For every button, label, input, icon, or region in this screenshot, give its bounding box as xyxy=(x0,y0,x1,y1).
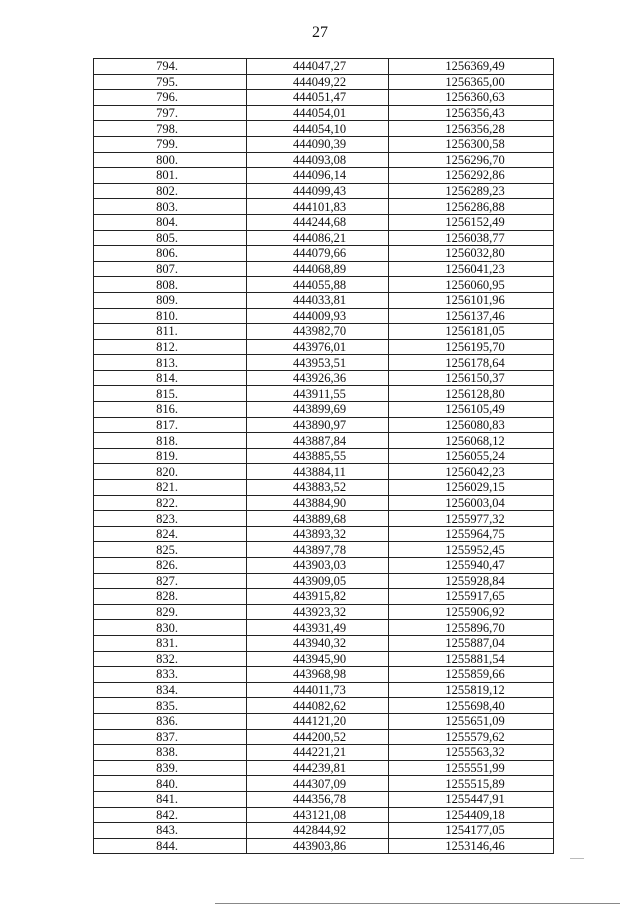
point-number-cell: 844. xyxy=(94,838,247,854)
y-coordinate-cell: 1256356,28 xyxy=(389,121,554,137)
table-row xyxy=(94,511,554,527)
y-coordinate-cell: 1256296,70 xyxy=(389,152,554,168)
y-coordinate-cell: 1255952,45 xyxy=(389,542,554,558)
point-number-cell: 838. xyxy=(94,745,247,761)
x-coordinate-cell: 443889,68 xyxy=(247,511,389,527)
point-number-cell: 843. xyxy=(94,823,247,839)
x-coordinate-cell: 444307,09 xyxy=(247,776,389,792)
table-row xyxy=(94,152,554,168)
x-coordinate-cell: 443903,86 xyxy=(247,838,389,854)
y-coordinate-cell: 1255881,54 xyxy=(389,651,554,667)
table-row xyxy=(94,136,554,152)
table-row xyxy=(94,698,554,714)
x-coordinate-cell: 443968,98 xyxy=(247,667,389,683)
y-coordinate-cell: 1256042,23 xyxy=(389,464,554,480)
x-coordinate-cell: 444121,20 xyxy=(247,713,389,729)
table-row xyxy=(94,729,554,745)
table-row xyxy=(94,199,554,215)
y-coordinate-cell: 1255651,09 xyxy=(389,713,554,729)
point-number-cell: 828. xyxy=(94,589,247,605)
point-number-cell: 802. xyxy=(94,183,247,199)
x-coordinate-cell: 444099,43 xyxy=(247,183,389,199)
y-coordinate-cell: 1256101,96 xyxy=(389,292,554,308)
x-coordinate-cell: 444082,62 xyxy=(247,698,389,714)
table-row xyxy=(94,370,554,386)
point-number-cell: 795. xyxy=(94,74,247,90)
y-coordinate-cell: 1255906,92 xyxy=(389,604,554,620)
table-row xyxy=(94,246,554,262)
point-number-cell: 815. xyxy=(94,386,247,402)
x-coordinate-cell: 443121,08 xyxy=(247,807,389,823)
point-number-cell: 835. xyxy=(94,698,247,714)
table-row xyxy=(94,838,554,854)
y-coordinate-cell: 1256137,46 xyxy=(389,308,554,324)
y-coordinate-cell: 1256105,49 xyxy=(389,402,554,418)
table-row xyxy=(94,651,554,667)
y-coordinate-cell: 1255887,04 xyxy=(389,635,554,651)
point-number-cell: 818. xyxy=(94,433,247,449)
x-coordinate-cell: 443926,36 xyxy=(247,370,389,386)
point-number-cell: 813. xyxy=(94,355,247,371)
table-row xyxy=(94,277,554,293)
point-number-cell: 823. xyxy=(94,511,247,527)
point-number-cell: 817. xyxy=(94,417,247,433)
footer-mark xyxy=(570,858,584,859)
point-number-cell: 839. xyxy=(94,760,247,776)
table-row xyxy=(94,573,554,589)
point-number-cell: 842. xyxy=(94,807,247,823)
x-coordinate-cell: 443903,03 xyxy=(247,558,389,574)
y-coordinate-cell: 1256060,95 xyxy=(389,277,554,293)
point-number-cell: 832. xyxy=(94,651,247,667)
y-coordinate-cell: 1256369,49 xyxy=(389,59,554,75)
table-row xyxy=(94,464,554,480)
table-row xyxy=(94,667,554,683)
point-number-cell: 829. xyxy=(94,604,247,620)
x-coordinate-cell: 443909,05 xyxy=(247,573,389,589)
x-coordinate-cell: 444086,21 xyxy=(247,230,389,246)
y-coordinate-cell: 1256055,24 xyxy=(389,448,554,464)
table-row xyxy=(94,823,554,839)
y-coordinate-cell: 1255917,65 xyxy=(389,589,554,605)
point-number-cell: 836. xyxy=(94,713,247,729)
y-coordinate-cell: 1256178,64 xyxy=(389,355,554,371)
x-coordinate-cell: 444200,52 xyxy=(247,729,389,745)
table-row xyxy=(94,417,554,433)
point-number-cell: 819. xyxy=(94,448,247,464)
point-number-cell: 816. xyxy=(94,402,247,418)
y-coordinate-cell: 1256029,15 xyxy=(389,480,554,496)
x-coordinate-cell: 443884,90 xyxy=(247,495,389,511)
table-row xyxy=(94,433,554,449)
x-coordinate-cell: 444011,73 xyxy=(247,682,389,698)
point-number-cell: 811. xyxy=(94,324,247,340)
y-coordinate-cell: 1255563,32 xyxy=(389,745,554,761)
x-coordinate-cell: 444054,01 xyxy=(247,105,389,121)
y-coordinate-cell: 1255896,70 xyxy=(389,620,554,636)
x-coordinate-cell: 443890,97 xyxy=(247,417,389,433)
y-coordinate-cell: 1256181,05 xyxy=(389,324,554,340)
table-row xyxy=(94,526,554,542)
x-coordinate-cell: 444055,88 xyxy=(247,277,389,293)
point-number-cell: 806. xyxy=(94,246,247,262)
coordinates-table xyxy=(93,58,554,854)
x-coordinate-cell: 444239,81 xyxy=(247,760,389,776)
footer-rule xyxy=(215,903,620,904)
y-coordinate-cell: 1256365,00 xyxy=(389,74,554,90)
x-coordinate-cell: 443893,32 xyxy=(247,526,389,542)
x-coordinate-cell: 444049,22 xyxy=(247,74,389,90)
point-number-cell: 812. xyxy=(94,339,247,355)
x-coordinate-cell: 444068,89 xyxy=(247,261,389,277)
x-coordinate-cell: 444244,68 xyxy=(247,214,389,230)
table-row xyxy=(94,386,554,402)
y-coordinate-cell: 1253146,46 xyxy=(389,838,554,854)
point-number-cell: 801. xyxy=(94,168,247,184)
y-coordinate-cell: 1256038,77 xyxy=(389,230,554,246)
page-number: 27 xyxy=(312,24,328,41)
point-number-cell: 833. xyxy=(94,667,247,683)
table-row xyxy=(94,90,554,106)
table-row xyxy=(94,448,554,464)
x-coordinate-cell: 443982,70 xyxy=(247,324,389,340)
table-row xyxy=(94,807,554,823)
point-number-cell: 825. xyxy=(94,542,247,558)
table-row xyxy=(94,183,554,199)
y-coordinate-cell: 1256360,63 xyxy=(389,90,554,106)
x-coordinate-cell: 444356,78 xyxy=(247,791,389,807)
y-coordinate-cell: 1256195,70 xyxy=(389,339,554,355)
x-coordinate-cell: 443911,55 xyxy=(247,386,389,402)
table-row xyxy=(94,105,554,121)
table-row xyxy=(94,542,554,558)
table-row xyxy=(94,620,554,636)
y-coordinate-cell: 1256300,58 xyxy=(389,136,554,152)
x-coordinate-cell: 443884,11 xyxy=(247,464,389,480)
x-coordinate-cell: 443885,55 xyxy=(247,448,389,464)
x-coordinate-cell: 443883,52 xyxy=(247,480,389,496)
table-row xyxy=(94,261,554,277)
point-number-cell: 800. xyxy=(94,152,247,168)
x-coordinate-cell: 444096,14 xyxy=(247,168,389,184)
y-coordinate-cell: 1255698,40 xyxy=(389,698,554,714)
x-coordinate-cell: 443923,32 xyxy=(247,604,389,620)
point-number-cell: 804. xyxy=(94,214,247,230)
point-number-cell: 799. xyxy=(94,136,247,152)
table-row xyxy=(94,74,554,90)
y-coordinate-cell: 1256150,37 xyxy=(389,370,554,386)
x-coordinate-cell: 444054,10 xyxy=(247,121,389,137)
y-coordinate-cell: 1256041,23 xyxy=(389,261,554,277)
y-coordinate-cell: 1255819,12 xyxy=(389,682,554,698)
y-coordinate-cell: 1256356,43 xyxy=(389,105,554,121)
table-row xyxy=(94,324,554,340)
table-row xyxy=(94,604,554,620)
point-number-cell: 809. xyxy=(94,292,247,308)
point-number-cell: 798. xyxy=(94,121,247,137)
x-coordinate-cell: 443976,01 xyxy=(247,339,389,355)
point-number-cell: 830. xyxy=(94,620,247,636)
table-row xyxy=(94,682,554,698)
point-number-cell: 821. xyxy=(94,480,247,496)
y-coordinate-cell: 1255928,84 xyxy=(389,573,554,589)
y-coordinate-cell: 1255977,32 xyxy=(389,511,554,527)
point-number-cell: 834. xyxy=(94,682,247,698)
x-coordinate-cell: 444009,93 xyxy=(247,308,389,324)
y-coordinate-cell: 1255940,47 xyxy=(389,558,554,574)
point-number-cell: 807. xyxy=(94,261,247,277)
x-coordinate-cell: 444047,27 xyxy=(247,59,389,75)
point-number-cell: 820. xyxy=(94,464,247,480)
table-row xyxy=(94,214,554,230)
x-coordinate-cell: 443915,82 xyxy=(247,589,389,605)
x-coordinate-cell: 443887,84 xyxy=(247,433,389,449)
table-row xyxy=(94,121,554,137)
y-coordinate-cell: 1256152,49 xyxy=(389,214,554,230)
point-number-cell: 841. xyxy=(94,791,247,807)
point-number-cell: 796. xyxy=(94,90,247,106)
table-row xyxy=(94,760,554,776)
point-number-cell: 826. xyxy=(94,558,247,574)
x-coordinate-cell: 442844,92 xyxy=(247,823,389,839)
y-coordinate-cell: 1254177,05 xyxy=(389,823,554,839)
y-coordinate-cell: 1255447,91 xyxy=(389,791,554,807)
table-row xyxy=(94,635,554,651)
point-number-cell: 814. xyxy=(94,370,247,386)
x-coordinate-cell: 444090,39 xyxy=(247,136,389,152)
table-row xyxy=(94,59,554,75)
y-coordinate-cell: 1255859,66 xyxy=(389,667,554,683)
y-coordinate-cell: 1256032,80 xyxy=(389,246,554,262)
y-coordinate-cell: 1255515,89 xyxy=(389,776,554,792)
x-coordinate-cell: 443899,69 xyxy=(247,402,389,418)
table-row xyxy=(94,339,554,355)
x-coordinate-cell: 444221,21 xyxy=(247,745,389,761)
y-coordinate-cell: 1256128,80 xyxy=(389,386,554,402)
x-coordinate-cell: 443897,78 xyxy=(247,542,389,558)
x-coordinate-cell: 443953,51 xyxy=(247,355,389,371)
table-row xyxy=(94,589,554,605)
y-coordinate-cell: 1256080,83 xyxy=(389,417,554,433)
point-number-cell: 827. xyxy=(94,573,247,589)
x-coordinate-cell: 443945,90 xyxy=(247,651,389,667)
y-coordinate-cell: 1256068,12 xyxy=(389,433,554,449)
table-row xyxy=(94,402,554,418)
point-number-cell: 803. xyxy=(94,199,247,215)
y-coordinate-cell: 1255579,62 xyxy=(389,729,554,745)
table-row xyxy=(94,292,554,308)
y-coordinate-cell: 1256292,86 xyxy=(389,168,554,184)
point-number-cell: 822. xyxy=(94,495,247,511)
table-row xyxy=(94,480,554,496)
y-coordinate-cell: 1255964,75 xyxy=(389,526,554,542)
point-number-cell: 840. xyxy=(94,776,247,792)
y-coordinate-cell: 1255551,99 xyxy=(389,760,554,776)
x-coordinate-cell: 444101,83 xyxy=(247,199,389,215)
x-coordinate-cell: 444079,66 xyxy=(247,246,389,262)
y-coordinate-cell: 1254409,18 xyxy=(389,807,554,823)
table-row xyxy=(94,168,554,184)
x-coordinate-cell: 444093,08 xyxy=(247,152,389,168)
point-number-cell: 797. xyxy=(94,105,247,121)
table-row xyxy=(94,745,554,761)
table-row xyxy=(94,713,554,729)
table-row xyxy=(94,230,554,246)
coordinates-table-body xyxy=(94,59,554,854)
y-coordinate-cell: 1256003,04 xyxy=(389,495,554,511)
x-coordinate-cell: 443931,49 xyxy=(247,620,389,636)
table-row xyxy=(94,776,554,792)
point-number-cell: 837. xyxy=(94,729,247,745)
x-coordinate-cell: 444051,47 xyxy=(247,90,389,106)
y-coordinate-cell: 1256286,88 xyxy=(389,199,554,215)
table-row xyxy=(94,495,554,511)
point-number-cell: 824. xyxy=(94,526,247,542)
y-coordinate-cell: 1256289,23 xyxy=(389,183,554,199)
point-number-cell: 810. xyxy=(94,308,247,324)
point-number-cell: 805. xyxy=(94,230,247,246)
table-row xyxy=(94,558,554,574)
table-row xyxy=(94,355,554,371)
table-row xyxy=(94,308,554,324)
x-coordinate-cell: 444033,81 xyxy=(247,292,389,308)
table-row xyxy=(94,791,554,807)
point-number-cell: 794. xyxy=(94,59,247,75)
x-coordinate-cell: 443940,32 xyxy=(247,635,389,651)
point-number-cell: 831. xyxy=(94,635,247,651)
point-number-cell: 808. xyxy=(94,277,247,293)
